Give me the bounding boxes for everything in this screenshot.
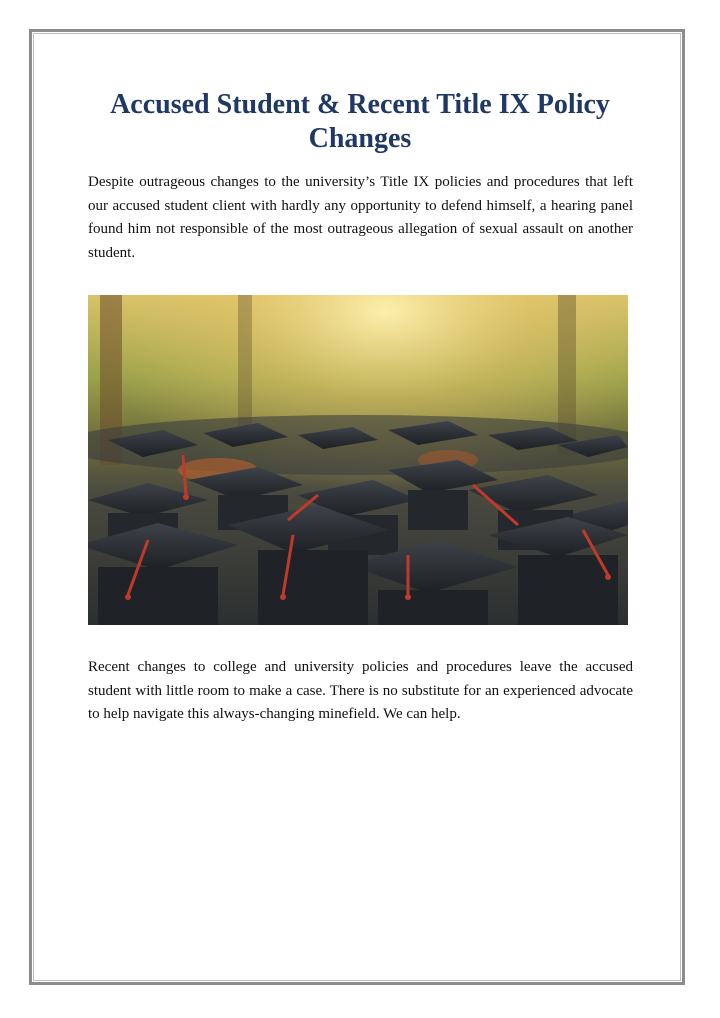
page-title: Accused Student & Recent Title IX Policy Changes — [110, 89, 610, 154]
intro-paragraph: Despite outrageous changes to the university’s Title IX policies and procedures that left our accused student client with hardly any opportunity to defend himself, a hearing panel found him not responsible of the most outrageous allegation of sexual assault on another student. — [88, 174, 633, 261]
closing-paragraph: Recent changes to college and university policies and procedures leave the accused student with little room to make a case. There is no substitute for an experienced advocate to help navigate this always-changing minefield. We can help. — [88, 659, 633, 722]
graduation-caps-photo — [88, 295, 628, 625]
